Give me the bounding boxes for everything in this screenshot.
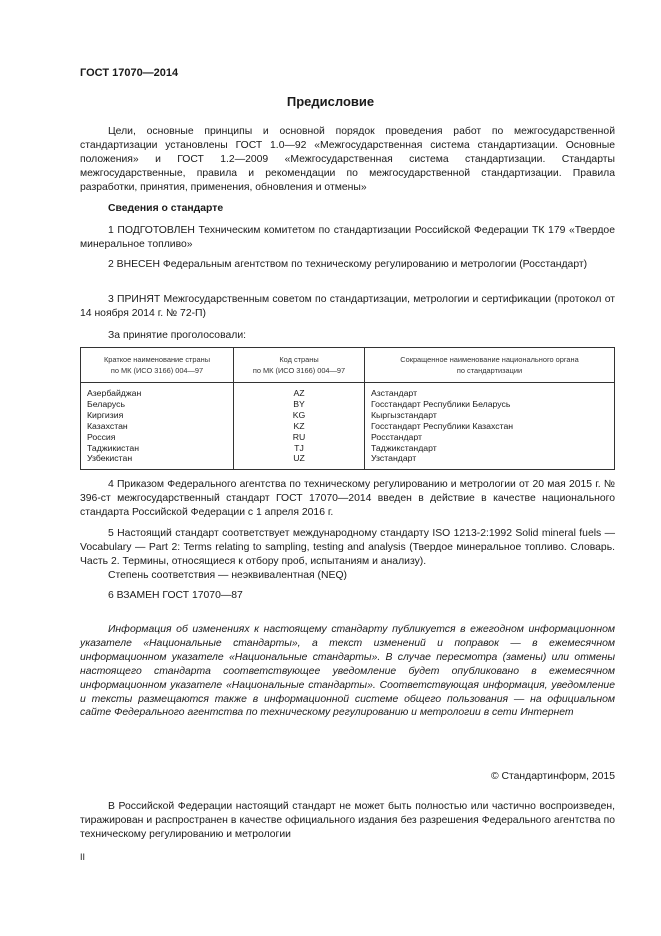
table-row: [81, 432, 615, 443]
cell-country: Беларусь: [81, 399, 234, 410]
cell-body: Узстандарт: [365, 453, 615, 469]
page-number: II: [80, 852, 86, 862]
table-row: [81, 453, 615, 469]
item-5-degree: Степень соответствия — неэквивалентная (NEQ): [108, 570, 347, 581]
voted-label: За принятие проголосовали:: [108, 330, 247, 341]
page-title: Предисловие: [286, 94, 375, 109]
document-code: ГОСТ 17070—2014: [80, 67, 179, 79]
cell-country: Казахстан: [81, 421, 234, 432]
col-header-country-line1: Краткое наименование страны: [103, 355, 211, 364]
item-4: 4 Приказом Федерального агентства по техническому регулированию и метрологии от 20 мая 2015 г. № 396-ст межгосударственный стандарт ГОСТ 17070—2014 введен в действие в качестве национального стандарта Российской Федерации с 1 апреля 2016 г.: [80, 479, 615, 518]
col-header-body-line2: по стандартизации: [456, 366, 523, 375]
legal-notice: В Российской Федерации настоящий стандарт не может быть полностью или частично воспроизведен, тиражирован и распространен в качестве официального издания без разрешения Федерального агентства по техническому регулированию и метрологии: [80, 801, 615, 840]
col-header-code: [234, 348, 365, 383]
cell-code: KG: [234, 410, 365, 421]
cell-body: Азстандарт: [365, 383, 615, 399]
cell-country: Киргизия: [81, 410, 234, 421]
item-1: 1 ПОДГОТОВЛЕН Техническим комитетом по стандартизации Российской Федерации ТК 179 «Твердое минеральное топливо»: [80, 225, 615, 250]
cell-body: Госстандарт Республики Казахстан: [365, 421, 615, 432]
col-header-body-line1: Сокращенное наименование национального органа: [400, 355, 579, 364]
item-3: 3 ПРИНЯТ Межгосударственным советом по стандартизации, метрологии и сертификации (протокол от 14 ноября 2014 г. № 72-П): [80, 294, 615, 319]
cell-code: RU: [234, 432, 365, 443]
cell-code: UZ: [234, 453, 365, 469]
cell-code: BY: [234, 399, 365, 410]
table-row: [81, 421, 615, 432]
col-header-country: [81, 348, 234, 383]
col-header-country-line2: по МК (ИСО 3166) 004—97: [110, 366, 204, 375]
amendments-notice: Информация об изменениях к настоящему стандарту публикуется в ежегодном информационном указателе «Национальные стандарты», а текст изменений и поправок — в ежемесячном информационном указателе «Национальные стандарты». В случае пересмотра (замены) или отмены настоящего стандарта соответствующее уведомление будет опубликовано в ежемесячном информационном указателе «Национальные стандарты». Соответствующая информация, уведомление и тексты размещаются также в информационной системе общего пользования — на официальном сайте Федерального агентства по техническому регулированию и метрологии в сети Интернет: [80, 624, 615, 719]
cell-country: Таджикистан: [81, 443, 234, 454]
cell-country: Азербайджан: [81, 383, 234, 399]
cell-code: TJ: [234, 443, 365, 454]
col-header-code-line2: по МК (ИСО 3166) 004—97: [252, 366, 346, 375]
table-row: [81, 410, 615, 421]
table-header-row: [81, 348, 615, 383]
voting-table: [80, 347, 615, 470]
cell-body: Кыргызстандарт: [365, 410, 615, 421]
table-row: [81, 443, 615, 454]
table-row: [81, 383, 615, 399]
col-header-code-line1: Код страны: [279, 355, 319, 364]
copyright: © Стандартинформ, 2015: [490, 771, 615, 782]
col-header-body: [365, 348, 615, 383]
intro-paragraph: Цели, основные принципы и основной порядок проведения работ по межгосударственной стандартизации установлены ГОСТ 1.0—92 «Межгосударственная система стандартизации. Основные положения» и ГОСТ 1.2—2009 «Межгосударственная система стандартизации. Стандарты межгосударственные, правила и рекомендации по межгосударственной стандартизации. Правила разработки, принятия, применения, обновления и отмены»: [80, 126, 615, 193]
info-heading: Сведения о стандарте: [108, 203, 224, 214]
cell-body: Таджикстандарт: [365, 443, 615, 454]
item-5: 5 Настоящий стандарт соответствует международному стандарту ISO 1213-2:1992 Solid mineral fuels — Vocabulary — Part 2: Terms relating to sampling, testing and analysis (Твердое минеральное топливо. Словарь. Часть 2. Термины, относящиеся к отбору проб, испытаниям и анализу).: [80, 528, 615, 567]
item-2: 2 ВНЕСЕН Федеральным агентством по техническому регулированию и метрологии (Росстандарт): [108, 259, 588, 270]
cell-country: Россия: [81, 432, 234, 443]
item-6: 6 ВЗАМЕН ГОСТ 17070—87: [108, 590, 243, 601]
cell-country: Узбекистан: [81, 453, 234, 469]
cell-code: AZ: [234, 383, 365, 399]
cell-body: Госстандарт Республики Беларусь: [365, 399, 615, 410]
table-row: [81, 399, 615, 410]
cell-body: Росстандарт: [365, 432, 615, 443]
cell-code: KZ: [234, 421, 365, 432]
